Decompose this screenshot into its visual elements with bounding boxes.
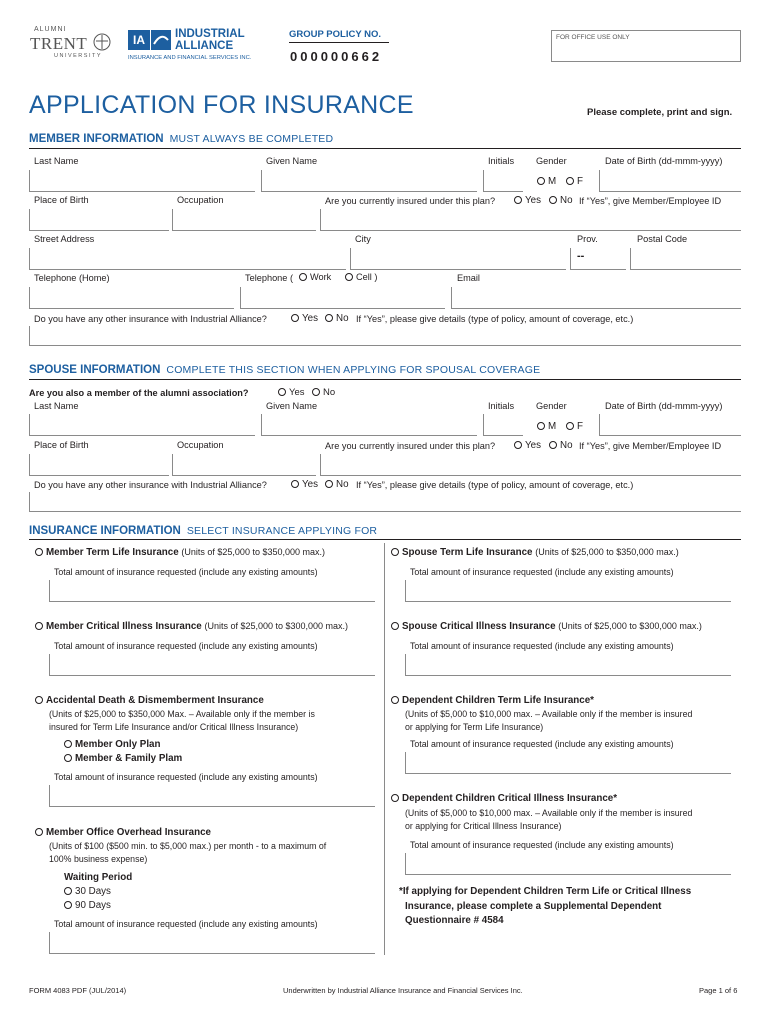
footer-form-number: FORM 4083 PDF (JUL/2014) [29, 986, 127, 995]
radio-circle-icon [391, 548, 399, 556]
radio-circle-icon [514, 441, 522, 449]
dep-term-total-field[interactable] [405, 752, 731, 774]
member-occupation-label: Occupation [177, 195, 224, 205]
radio-circle-icon [35, 548, 43, 556]
member-tel-cell-label: Cell ) [356, 272, 378, 282]
waiting-90-option[interactable] [64, 900, 111, 911]
member-tel-prefix: Telephone ( [245, 273, 294, 283]
add-member-only-label: Member Only Plan [75, 739, 161, 750]
spouse-alumni-no-radio[interactable] [312, 387, 335, 398]
dep-ci-total-field[interactable] [405, 853, 731, 875]
group-policy-label: GROUP POLICY NO. [289, 29, 382, 40]
trent-name-text: TRENT [30, 34, 88, 53]
member-email-field[interactable] [451, 287, 741, 309]
spouse-term-total-field[interactable] [405, 580, 731, 602]
ia-logo-mark: IA [128, 30, 150, 50]
dep-ci-description [405, 807, 692, 832]
dep-term-total-label: Total amount of insurance requested (include any existing amounts) [410, 739, 674, 749]
overhead-desc-line1: (Units of $100 ($500 min. to $5,000 max.) per month - to a maximum of [49, 841, 327, 851]
member-term-total-label: Total amount of insurance requested (include any existing amounts) [54, 567, 318, 577]
add-family-option[interactable] [64, 753, 182, 764]
member-gender-f-radio[interactable] [566, 176, 583, 187]
member-street-field[interactable] [29, 248, 346, 270]
dep-term-option[interactable] [391, 695, 594, 706]
spouse-occupation-label: Occupation [177, 440, 224, 450]
member-prov-select[interactable] [570, 248, 626, 270]
member-insured-yes-radio[interactable] [514, 195, 541, 206]
spouse-subtitle: COMPLETE THIS SECTION WHEN APPLYING FOR SPOUSAL COVERAGE [166, 364, 541, 376]
add-total-label: Total amount of insurance requested (include any existing amounts) [54, 772, 318, 782]
radio-circle-icon [345, 273, 353, 281]
member-tel-work-field[interactable] [240, 287, 445, 309]
dep-term-desc-line1: (Units of $5,000 to $10,000 max. – Available only if the member is insured [405, 709, 693, 719]
radio-circle-icon [325, 480, 333, 488]
member-gender-m-label: M [548, 176, 557, 187]
spouse-term-life-units: (Units of $25,000 to $350,000 max.) [535, 547, 679, 557]
member-subtitle: MUST ALWAYS BE COMPLETED [169, 133, 334, 145]
spouse-ci-label: Spouse Critical Illness Insurance [402, 621, 556, 632]
radio-circle-icon [278, 388, 286, 396]
member-insured-no-label: No [560, 195, 573, 206]
spouse-other-details-instruction: If “Yes”, please give details (type of policy, amount of coverage, etc.) [356, 480, 634, 490]
spouse-alumni-yes-radio[interactable] [278, 387, 305, 398]
radio-circle-icon [64, 754, 72, 762]
spouse-insured-no-label: No [560, 440, 573, 451]
spouse-pob-label: Place of Birth [34, 440, 89, 450]
radio-circle-icon [566, 422, 574, 430]
spouse-occupation-field[interactable] [172, 454, 316, 476]
spouse-alumni-question: Are you also a member of the alumni association? [29, 388, 249, 398]
dep-ci-total-label: Total amount of insurance requested (include any existing amounts) [410, 840, 674, 850]
spouse-alumni-yes-label: Yes [289, 387, 305, 398]
radio-circle-icon [566, 177, 574, 185]
member-last-name-field[interactable] [29, 170, 255, 192]
member-insured-yes-label: Yes [525, 195, 541, 206]
dep-term-description [405, 708, 692, 733]
dep-term-desc-line2: or applying for Term Life Insurance) [405, 721, 544, 732]
spouse-gender-m-label: M [548, 421, 557, 432]
member-initials-label: Initials [488, 156, 515, 166]
member-term-total-field[interactable] [49, 580, 375, 602]
group-policy-underline [289, 42, 389, 43]
add-total-field[interactable] [49, 785, 375, 807]
member-dob-label: Date of Birth (dd-mmm-yyyy) [605, 156, 723, 166]
page-title: APPLICATION FOR INSURANCE [29, 91, 414, 119]
member-email-label: Email [457, 273, 480, 283]
member-other-details-instruction: If “Yes”, please give details (type of policy, amount of coverage, etc.) [356, 314, 634, 324]
spouse-other-yes-label: Yes [302, 479, 318, 490]
add-family-label: Member & Family Plam [75, 753, 183, 764]
radio-circle-icon [514, 196, 522, 204]
radio-circle-icon [537, 177, 545, 185]
radio-circle-icon [291, 480, 299, 488]
radio-circle-icon [299, 273, 307, 281]
spouse-last-name-field[interactable] [29, 414, 255, 436]
member-ci-total-field[interactable] [49, 654, 375, 676]
member-term-life-label: Member Term Life Insurance [46, 547, 179, 558]
member-last-name-label: Last Name [34, 156, 79, 166]
trent-logo [30, 26, 114, 62]
member-other-details-field[interactable] [29, 326, 741, 346]
spouse-dob-label: Date of Birth (dd-mmm-yyyy) [605, 401, 723, 411]
member-street-label: Street Address [34, 234, 95, 244]
member-pob-field[interactable] [29, 209, 169, 231]
spouse-id-instruction: If “Yes”, give Member/Employee ID [579, 441, 722, 451]
dependent-note-line3: Questionnaire # 4584 [405, 915, 504, 926]
dep-ci-desc-line2: or applying for Critical Illness Insurance) [405, 820, 562, 831]
radio-circle-icon [537, 422, 545, 430]
radio-circle-icon [64, 740, 72, 748]
member-postal-label: Postal Code [637, 234, 688, 244]
member-id-field[interactable] [320, 209, 741, 231]
overhead-total-field[interactable] [49, 932, 375, 954]
ia-tagline: INSURANCE AND FINANCIAL SERVICES INC. [128, 55, 252, 61]
trent-alumni-text: ALUMNI [34, 26, 67, 33]
member-tel-home-field[interactable] [29, 287, 234, 309]
spouse-ci-option[interactable] [391, 621, 702, 632]
radio-circle-icon [35, 696, 43, 704]
spouse-id-field[interactable] [320, 454, 741, 476]
radio-circle-icon [312, 388, 320, 396]
insurance-subtitle: SELECT INSURANCE APPLYING FOR [186, 525, 378, 537]
spouse-term-life-option[interactable] [391, 547, 679, 558]
member-other-no-radio[interactable] [325, 313, 349, 324]
footer-underwritten: Underwritten by Industrial Alliance Insurance and Financial Services Inc. [283, 986, 523, 995]
member-occupation-field[interactable] [172, 209, 316, 231]
member-prov-label: Prov. [577, 234, 598, 244]
spouse-initials-field[interactable] [483, 414, 523, 436]
spouse-gender-label: Gender [536, 401, 567, 411]
overhead-total-label: Total amount of insurance requested (include any existing amounts) [54, 919, 318, 929]
ia-name-line2: ALLIANCE [175, 40, 234, 52]
spouse-insured-yes-label: Yes [525, 440, 541, 451]
spouse-other-yes-radio[interactable] [291, 479, 318, 490]
insurance-column-divider [384, 543, 385, 955]
office-use-box [551, 30, 741, 62]
member-ci-label: Member Critical Illness Insurance [46, 621, 202, 632]
member-gender-f-label: F [577, 176, 583, 187]
radio-circle-icon [549, 441, 557, 449]
spouse-section-title [29, 364, 540, 376]
radio-circle-icon [325, 314, 333, 322]
waiting-90-label: 90 Days [75, 900, 111, 911]
member-given-name-label: Given Name [266, 156, 318, 166]
ia-name-line1: INDUSTRIAL [175, 28, 245, 40]
member-section-title [29, 133, 333, 145]
dep-term-label: Dependent Children Term Life Insurance* [402, 695, 594, 706]
spouse-initials-label: Initials [488, 401, 515, 411]
member-prov-value: -- [577, 250, 585, 262]
radio-circle-icon [35, 622, 43, 630]
spouse-ci-units: (Units of $25,000 to $300,000 max.) [558, 621, 702, 631]
overhead-desc-line2: 100% business expense) [49, 853, 148, 864]
member-divider [29, 148, 741, 149]
overhead-label: Member Office Overhead Insurance [46, 827, 211, 838]
insurance-section-title [29, 525, 377, 537]
spouse-ci-total-label: Total amount of insurance requested (include any existing amounts) [410, 641, 674, 651]
member-given-name-field[interactable] [261, 170, 477, 192]
spouse-pob-field[interactable] [29, 454, 169, 476]
member-postal-field[interactable] [630, 248, 741, 270]
spouse-other-insurance-question: Do you have any other insurance with Industrial Alliance? [34, 480, 267, 490]
dependent-note-line2: Insurance, please complete a Supplemental Dependent [405, 900, 662, 912]
radio-circle-icon [549, 196, 557, 204]
member-initials-field[interactable] [483, 170, 523, 192]
group-policy-number: 000000662 [290, 49, 383, 64]
office-use-label: FOR OFFICE USE ONLY [556, 34, 630, 41]
spouse-given-name-label: Given Name [266, 401, 318, 411]
spouse-given-name-field[interactable] [261, 414, 477, 436]
spouse-term-life-label: Spouse Term Life Insurance [402, 547, 533, 558]
instruction-text: Please complete, print and sign. [587, 107, 733, 118]
member-city-label: City [355, 234, 371, 244]
spouse-title: SPOUSE INFORMATION [29, 364, 161, 376]
member-insured-question: Are you currently insured under this plan? [325, 196, 496, 206]
add-member-only-option[interactable] [64, 739, 160, 750]
member-id-instruction: If “Yes”, give Member/Employee ID [579, 196, 722, 206]
insurance-title: INSURANCE INFORMATION [29, 525, 181, 537]
member-insured-no-radio[interactable] [549, 195, 573, 206]
radio-circle-icon [391, 622, 399, 630]
dep-ci-label: Dependent Children Critical Illness Insurance* [402, 793, 618, 804]
member-tel-cell-radio[interactable] [345, 272, 377, 282]
spouse-alumni-no-label: No [323, 387, 336, 398]
ia-logo [128, 28, 258, 64]
member-title: MEMBER INFORMATION [29, 133, 164, 145]
radio-circle-icon [391, 794, 399, 802]
dependent-note-line1: *If applying for Dependent Children Term Life or Critical Illness [399, 886, 692, 897]
spouse-insured-no-radio[interactable] [549, 440, 573, 451]
overhead-description [49, 840, 326, 865]
member-tel-home-label: Telephone (Home) [34, 273, 110, 283]
member-dob-field[interactable] [599, 170, 741, 192]
spouse-other-no-label: No [336, 479, 349, 490]
spouse-dob-field[interactable] [599, 414, 741, 436]
radio-circle-icon [35, 828, 43, 836]
add-option[interactable] [35, 695, 264, 706]
member-term-life-option[interactable] [35, 547, 325, 558]
spouse-insured-yes-radio[interactable] [514, 440, 541, 451]
member-other-no-label: No [336, 313, 349, 324]
member-other-yes-label: Yes [302, 313, 318, 324]
spouse-term-total-label: Total amount of insurance requested (include any existing amounts) [410, 567, 674, 577]
member-other-yes-radio[interactable] [291, 313, 318, 324]
spouse-gender-m-radio[interactable] [537, 421, 556, 432]
member-gender-m-radio[interactable] [537, 176, 556, 187]
radio-circle-icon [291, 314, 299, 322]
spouse-divider [29, 379, 741, 380]
add-description [49, 708, 315, 733]
dep-ci-option[interactable] [391, 793, 617, 804]
ia-swoosh-icon [151, 30, 171, 50]
spouse-last-name-label: Last Name [34, 401, 79, 411]
add-label: Accidental Death & Dismemberment Insurance [46, 695, 264, 706]
member-tel-work-label: Work [310, 272, 332, 282]
dep-ci-desc-line1: (Units of $5,000 to $10,000 max. – Available only if the member is insured [405, 808, 693, 818]
member-pob-label: Place of Birth [34, 195, 89, 205]
member-city-field[interactable] [350, 248, 566, 270]
radio-circle-icon [391, 696, 399, 704]
spouse-insured-question: Are you currently insured under this plan? [325, 441, 496, 451]
footer-page-number: Page 1 of 6 [699, 986, 738, 995]
add-desc-line1: (Units of $25,000 to $350,000 Max. – Available only if the member is [49, 709, 315, 719]
member-tel-work-radio[interactable] [299, 272, 331, 282]
member-other-insurance-question: Do you have any other insurance with Industrial Alliance? [34, 314, 267, 324]
member-gender-label: Gender [536, 156, 567, 166]
waiting-period-label: Waiting Period [64, 872, 133, 883]
spouse-other-details-field[interactable] [29, 492, 741, 512]
trent-university-text: UNIVERSITY [54, 53, 103, 59]
add-desc-line2: insured for Term Life Insurance and/or Critical Illness Insurance) [49, 721, 299, 732]
radio-circle-icon [64, 901, 72, 909]
radio-circle-icon [64, 887, 72, 895]
member-ci-units: (Units of $25,000 to $300,000 max.) [204, 621, 349, 631]
waiting-30-label: 30 Days [75, 886, 111, 897]
overhead-option[interactable] [35, 827, 211, 838]
spouse-other-no-radio[interactable] [325, 479, 349, 490]
dependent-note [399, 885, 691, 929]
insurance-divider [29, 539, 741, 540]
member-ci-total-label: Total amount of insurance requested (include any existing amounts) [54, 641, 318, 651]
member-ci-option[interactable] [35, 621, 348, 632]
spouse-gender-f-label: F [577, 421, 583, 432]
member-term-life-units: (Units of $25,000 to $350,000 max.) [181, 547, 325, 557]
waiting-30-option[interactable] [64, 886, 111, 897]
spouse-ci-total-field[interactable] [405, 654, 731, 676]
spouse-gender-f-radio[interactable] [566, 421, 583, 432]
